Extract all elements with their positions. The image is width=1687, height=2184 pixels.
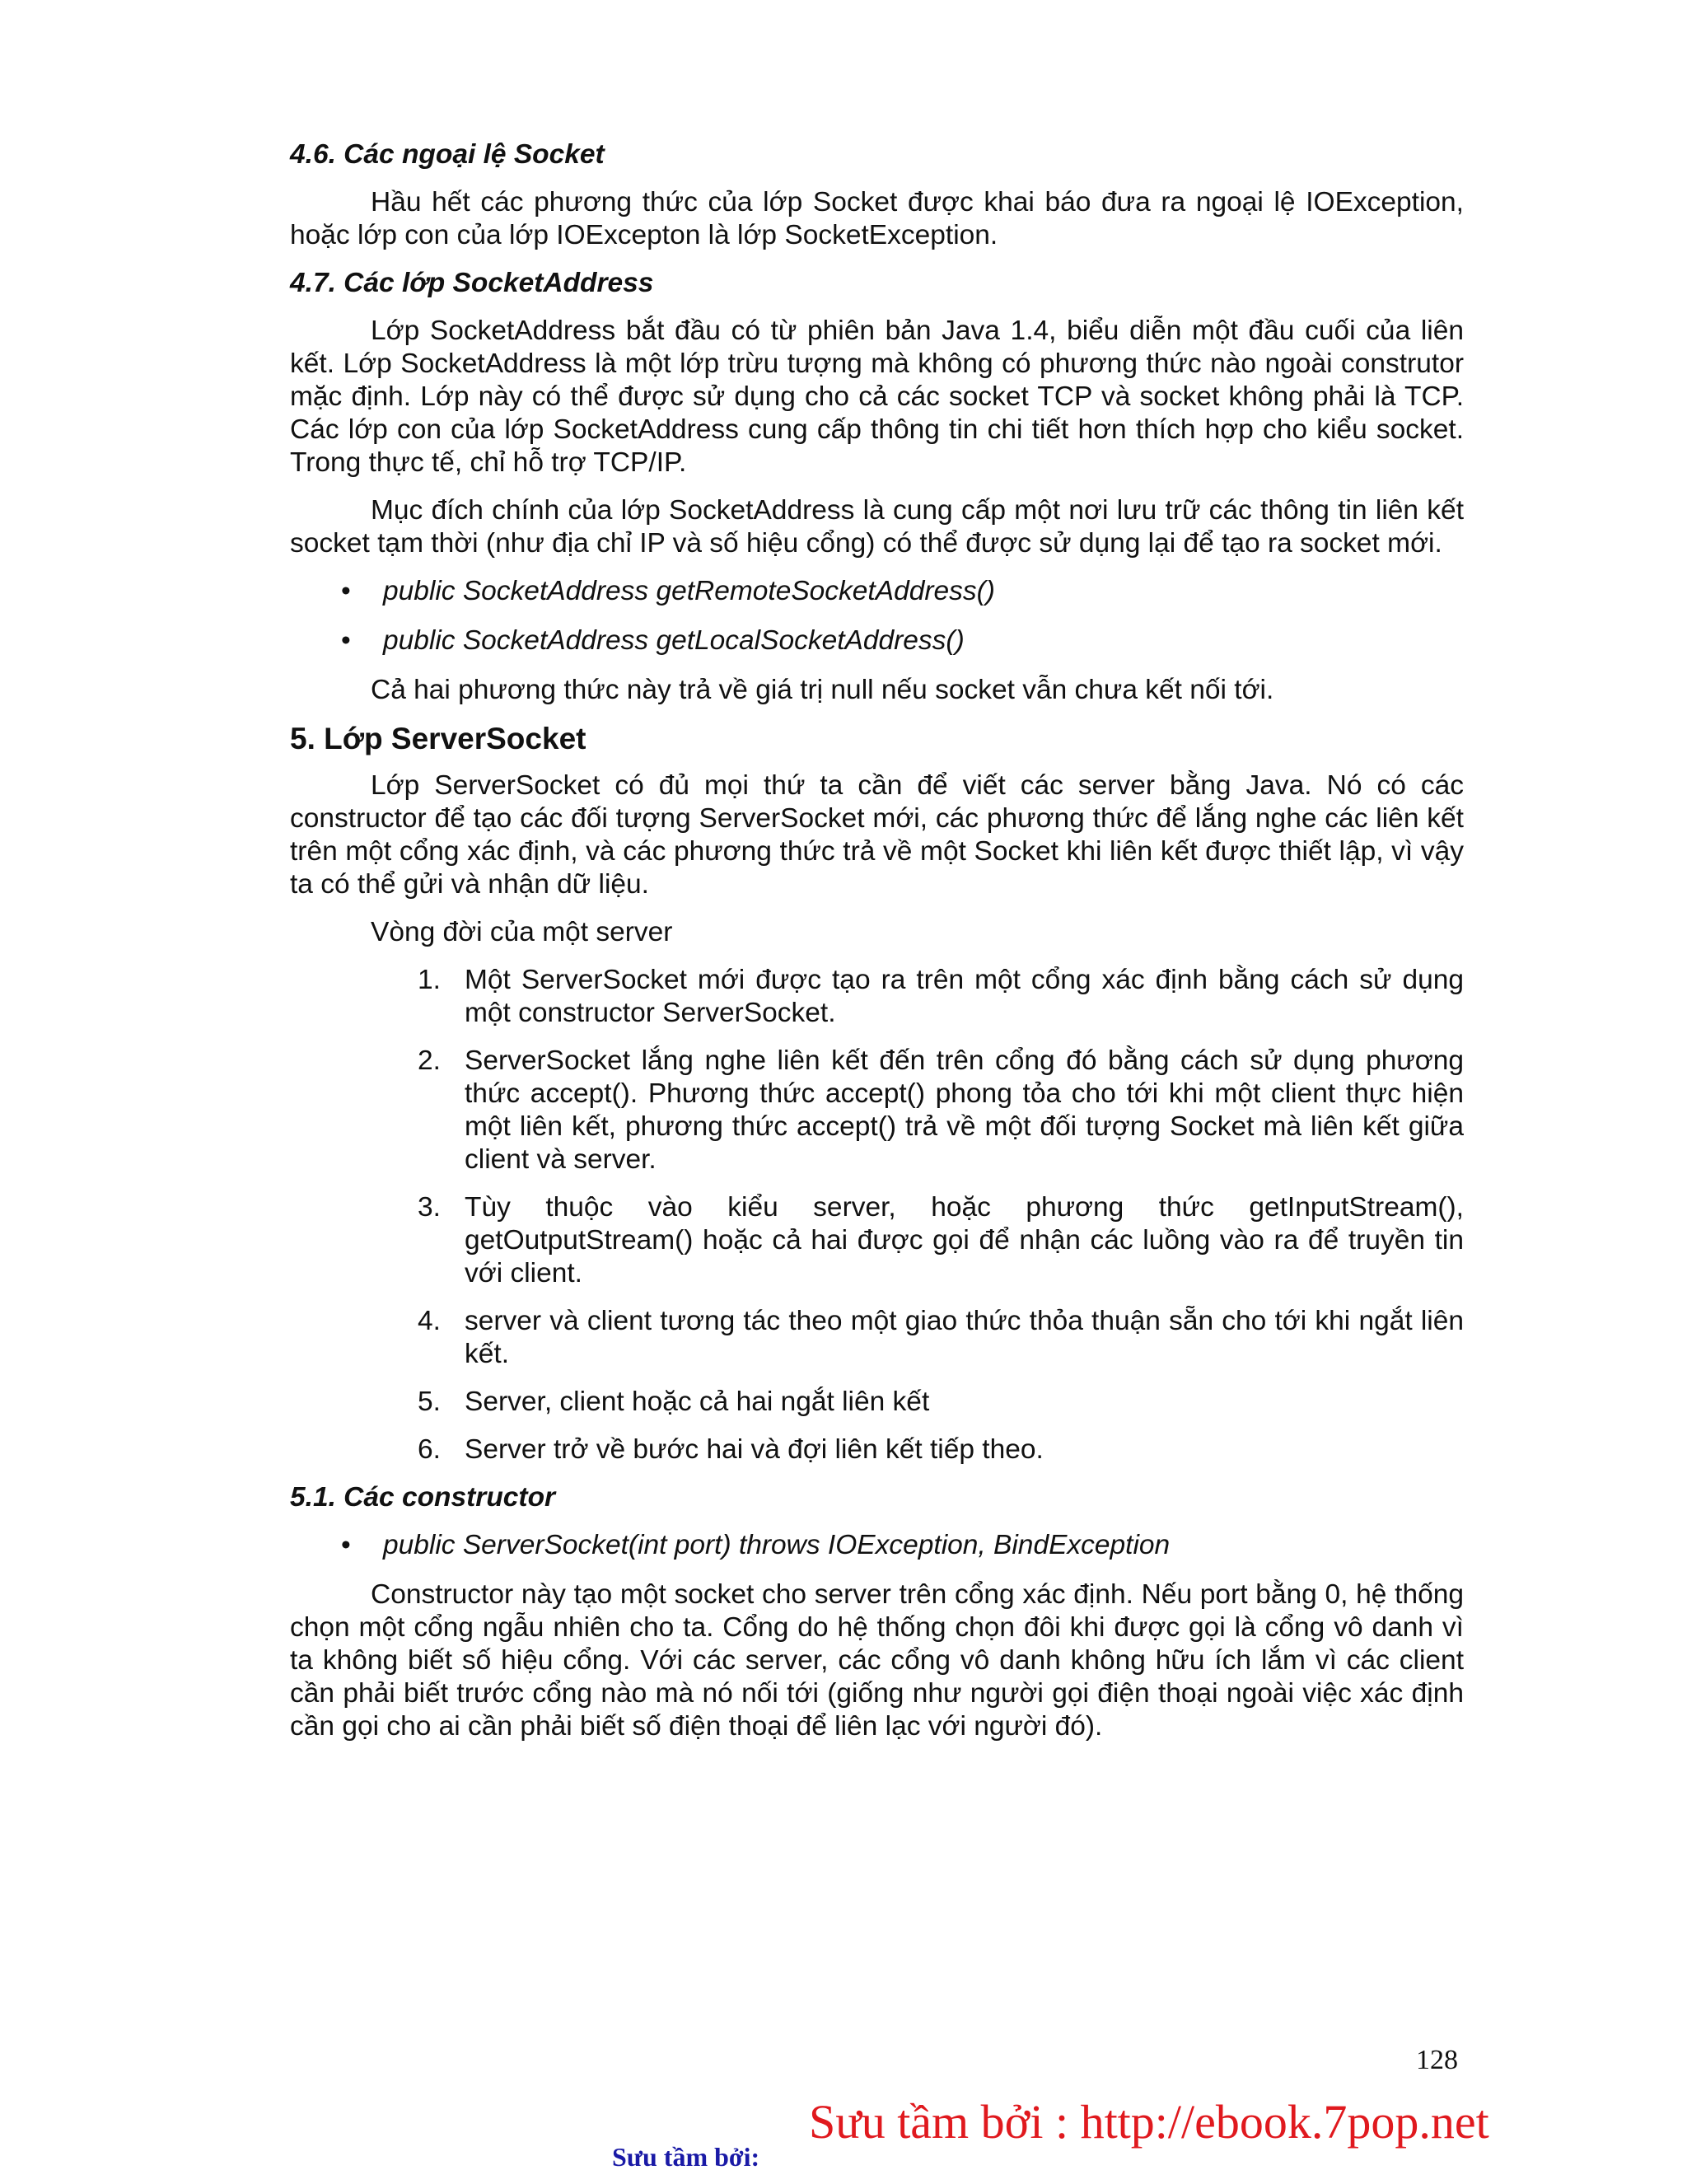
list-item: [290, 964, 1464, 1030]
section-heading-5-1: 5.1. Các constructor: [290, 1482, 556, 1513]
method-list: [290, 575, 1464, 657]
paragraph: Hầu hết các phương thức của lớp Socket được khai báo đưa ra ngoại lệ IOException, hoặc lớp con của lớp IOExcepton là lớp SocketException.: [290, 187, 1464, 250]
list-item: [290, 1433, 1464, 1466]
section-heading-4-6: 4.6. Các ngoại lệ Socket: [290, 139, 605, 170]
section-heading-4-7: 4.7. Các lớp SocketAddress: [290, 268, 654, 298]
method-list: [290, 1529, 1464, 1562]
step-number: 1.: [418, 965, 441, 995]
step-number: 5.: [418, 1387, 441, 1417]
step-number: 3.: [418, 1192, 441, 1223]
paragraph: Lớp ServerSocket có đủ mọi thứ ta cần để viết các server bằng Java. Nó có các constructor để tạo các đối tượng ServerSocket mới, các phương thức để lắng nghe các liên kết trên một cổng xác định, và các phương thức trả về một Socket khi liên kết được thiết lập, vì vậy ta có thể gửi và nhận dữ liệu.: [290, 770, 1464, 900]
method-signature: • public SocketAddress getLocalSocketAddress(): [290, 624, 1464, 657]
paragraph: Mục đích chính của lớp SocketAddress là cung cấp một nơi lưu trữ các thông tin liên kết socket tạm thời (như địa chỉ IP và số hiệu cổng) có thể được sử dụng lại để tạo ra socket mới.: [290, 495, 1464, 559]
step-text: Tùy thuộc vào kiểu server, hoặc phương thức getInputStream(), getOutputStream() hoặc cả hai được gọi để nhận các luồng vào ra để truyền tin với client.: [465, 1192, 1464, 1288]
step-text: Một ServerSocket mới được tạo ra trên một cổng xác định bằng cách sử dụng một constructor ServerSocket.: [465, 965, 1464, 1028]
document-page: [290, 138, 1464, 1758]
step-text: ServerSocket lắng nghe liên kết đến trên cổng đó bằng cách sử dụng phương thức accept(). Phương thức accept() phong tỏa cho tới khi một client thực hiện một liên kết, phương thức accept() trả về một đối tượng Socket mà liên kết giữa client và server.: [465, 1045, 1464, 1175]
paragraph: Cả hai phương thức này trả về giá trị null nếu socket vẫn chưa kết nối tới.: [371, 675, 1274, 705]
list-item: [290, 1045, 1464, 1176]
method-signature: • public SocketAddress getRemoteSocketAddress(): [290, 575, 1464, 608]
list-item: [290, 1305, 1464, 1371]
lifecycle-steps: [290, 964, 1464, 1466]
list-item: [290, 1386, 1464, 1419]
step-number: 4.: [418, 1306, 441, 1336]
list-item: [290, 1191, 1464, 1290]
page-number: 128: [1416, 2045, 1458, 2075]
watermark-link: Sưu tầm bởi : http://ebook.7pop.net: [809, 2095, 1489, 2149]
footer-source-label: Sưu tầm bởi:: [612, 2142, 760, 2172]
step-text: Server, client hoặc cả hai ngắt liên kết: [465, 1387, 930, 1417]
paragraph: Lớp SocketAddress bắt đầu có từ phiên bản Java 1.4, biểu diễn một đầu cuối của liên kết. Lớp SocketAddress là một lớp trừu tượng mà không có phương thức nào ngoài construtor mặc định. Lớp này có thể được sử dụng cho cả các socket TCP và socket không phải là TCP. Các lớp con của lớp SocketAddress cung cấp thông tin chi tiết hơn thích hợp cho kiểu socket. Trong thực tế, chỉ hỗ trợ TCP/IP.: [290, 316, 1464, 478]
step-number: 6.: [418, 1434, 441, 1465]
step-text: Server trở về bước hai và đợi liên kết tiếp theo.: [465, 1434, 1044, 1465]
method-signature: • public ServerSocket(int port) throws IOException, BindException: [290, 1529, 1464, 1562]
step-text: server và client tương tác theo một giao thức thỏa thuận sẵn cho tới khi ngắt liên kết.: [465, 1306, 1464, 1369]
paragraph: Constructor này tạo một socket cho server trên cổng xác định. Nếu port bằng 0, hệ thống chọn một cổng ngẫu nhiên cho ta. Cổng do hệ thống chọn đôi khi được gọi là cổng vô danh vì ta không biết số hiệu cổng. Với các server, các cổng vô danh không hữu ích lắm vì các client cần phải biết trước cổng nào mà nó nối tới (giống như người gọi điện thoại ngoài việc xác định cần gọi cho ai cần phải biết số điện thoại để liên lạc với người đó).: [290, 1579, 1464, 1742]
lifecycle-title: Vòng đời của một server: [371, 917, 673, 947]
section-heading-5: 5. Lớp ServerSocket: [290, 722, 586, 755]
step-number: 2.: [418, 1045, 441, 1076]
